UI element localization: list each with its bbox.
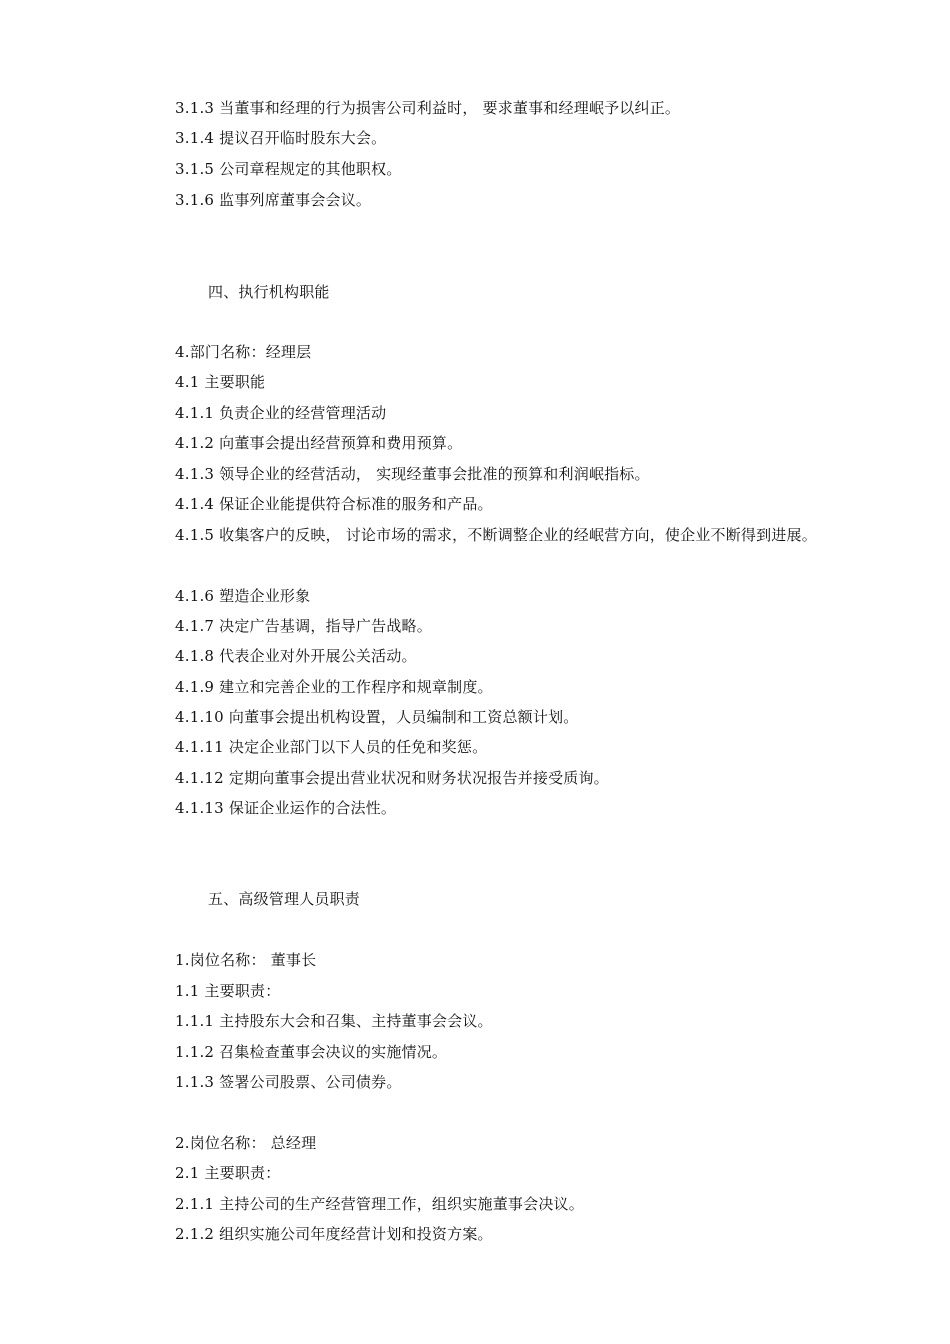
list-item: 4.1.12 定期向董事会提出营业状况和财务状况报告并接受质询。 xyxy=(175,769,609,787)
section-heading: 四、执行机构职能 xyxy=(208,283,330,301)
subsection-label: 4.1 主要职能 xyxy=(175,373,266,391)
list-item: 4.1.10 向董事会提出机构设置，人员编制和工资总额计划。 xyxy=(175,708,579,726)
list-item: 3.1.4 提议召开临时股东大会。 xyxy=(175,129,387,147)
list-item: 4.1.8 代表企业对外开展公关活动。 xyxy=(175,647,417,665)
list-item: 4.1.4 保证企业能提供符合标准的服务和产品。 xyxy=(175,495,493,513)
list-item: 4.1.6 塑造企业形象 xyxy=(175,587,311,605)
list-item: 2.1.1 主持公司的生产经营管理工作，组织实施董事会决议。 xyxy=(175,1195,584,1213)
list-item: 3.1.5 公司章程规定的其他职权。 xyxy=(175,160,402,178)
subsection-label: 1.1 主要职责： xyxy=(175,982,281,1000)
list-item: 1.1.3 签署公司股票、公司债券。 xyxy=(175,1073,402,1091)
position-title: 1.岗位名称： 董事长 xyxy=(175,951,317,969)
list-item: 4.1.9 建立和完善企业的工作程序和规章制度。 xyxy=(175,678,493,696)
section-heading: 五、高级管理人员职责 xyxy=(208,890,361,908)
department-name: 4.部门名称：经理层 xyxy=(175,343,312,361)
list-item: 3.1.6 监事列席董事会会议。 xyxy=(175,191,372,209)
list-item: 1.1.2 召集检查董事会决议的实施情况。 xyxy=(175,1043,448,1061)
list-item: 2.1.2 组织实施公司年度经营计划和投资方案。 xyxy=(175,1225,493,1243)
list-item: 4.1.2 向董事会提出经营预算和费用预算。 xyxy=(175,434,463,452)
list-item: 4.1.1 负责企业的经营管理活动 xyxy=(175,404,387,422)
list-item: 4.1.3 领导企业的经营活动， 实现经董事会批准的预算和利润岷指标。 xyxy=(175,465,650,483)
subsection-label: 2.1 主要职责： xyxy=(175,1164,281,1182)
list-item: 4.1.13 保证企业运作的合法性。 xyxy=(175,799,397,817)
list-item: 4.1.7 决定广告基调，指导广告战略。 xyxy=(175,617,432,635)
list-item: 3.1.3 当董事和经理的行为损害公司利益时， 要求董事和经理岷予以纠正。 xyxy=(175,99,681,117)
list-item: 4.1.11 决定企业部门以下人员的任免和奖惩。 xyxy=(175,738,488,756)
list-item: 4.1.5 收集客户的反映， 讨论市场的需求，不断调整企业的经岷营方向，使企业不断得到进展。 xyxy=(175,526,817,544)
position-title: 2.岗位名称： 总经理 xyxy=(175,1134,317,1152)
list-item: 1.1.1 主持股东大会和召集、主持董事会会议。 xyxy=(175,1012,493,1030)
